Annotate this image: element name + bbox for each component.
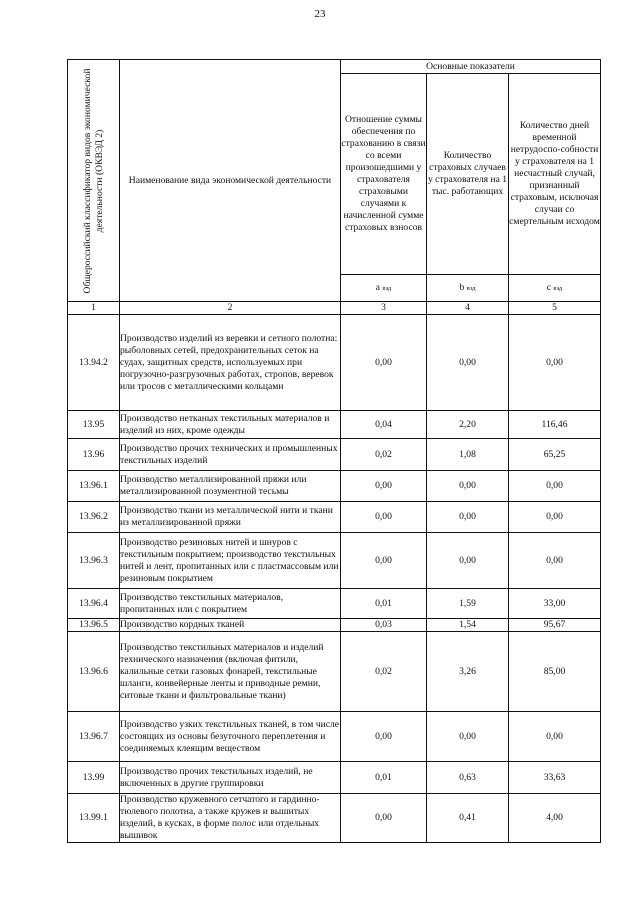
table-row [68,502,601,533]
value-c-cell: 0,00 [509,315,601,411]
value-c-cell: 65,25 [509,439,601,471]
value-a-cell: 0,02 [341,439,427,471]
value-c-cell: 116,46 [509,411,601,439]
table-row [68,439,601,471]
header-row-group [68,60,601,74]
table-row [68,471,601,502]
header-okved-cell [68,60,120,302]
table-row [68,632,601,712]
value-b-cell: 1,59 [427,589,509,619]
indicators-table [67,59,601,843]
value-a-cell: 0,01 [341,762,427,794]
okved-code-cell: 13.96.3 [68,533,120,589]
value-a-cell: 0,01 [341,589,427,619]
activity-name-cell: Производство прочих технических и промышленных текстильных изделий [120,439,341,471]
value-b-cell: 0,63 [427,762,509,794]
okved-code-cell: 13.96.4 [68,589,120,619]
table-row [68,619,601,632]
okved-code-cell: 13.96.1 [68,471,120,502]
activity-name-cell: Производство изделий из веревки и сетного полотна: рыболовных сетей, предохранительных сеток на судах, защитных средств, используемых при погрузочно-разгрузочных работах, стропов, веревок или тросов с металлическими кольцами [120,315,341,411]
activity-name-cell: Производство нетканых текстильных материалов и изделий из них, кроме одежды [120,411,341,439]
value-b-cell: 3,26 [427,632,509,712]
value-b-cell: 0,00 [427,712,509,762]
value-a-cell: 0,00 [341,502,427,533]
value-b-cell: 1,08 [427,439,509,471]
value-c-cell: 4,00 [509,794,601,843]
value-a-cell: 0,03 [341,619,427,632]
table-row [68,533,601,589]
value-b-cell: 0,41 [427,794,509,843]
table-row [68,712,601,762]
header-disability-days: Количество дней временной нетрудоспо-собности у страхователя на 1 несчастный случай, признанный страховым, исключая случаи со смертельным исходом [509,74,601,275]
value-c-cell: 33,63 [509,762,601,794]
symbol-a: a вэд [341,275,427,302]
header-okved: Общероссийский классификатор видов экономической деятельности (ОКВЭД 2) [81,68,105,293]
value-b-cell: 0,00 [427,533,509,589]
table-row [68,794,601,843]
activity-name-cell: Производство узких текстильных тканей, в том числе состоящих из основы безуточного переплетения и соединяемых клеящим веществом [120,712,341,762]
value-c-cell: 95,67 [509,619,601,632]
okved-code-cell: 13.99.1 [68,794,120,843]
value-c-cell: 0,00 [509,533,601,589]
value-a-cell: 0,00 [341,712,427,762]
value-b-cell: 0,00 [427,315,509,411]
symbol-c: c вэд [509,275,601,302]
value-b-cell: 2,20 [427,411,509,439]
okved-code-cell: 13.94.2 [68,315,120,411]
column-number: 4 [427,302,509,315]
value-c-cell: 0,00 [509,471,601,502]
value-c-cell: 0,00 [509,502,601,533]
activity-name-cell: Производство текстильных материалов и изделий технического назначения (включая фитили, калильные сетки газовых фонарей, текстильные шланги, конвейерные ленты и приводные ремни, ситовые ткани и фильтровальные ткани) [120,632,341,712]
okved-code-cell: 13.96.2 [68,502,120,533]
header-activity-name: Наименование вида экономической деятельности [120,60,341,302]
value-a-cell: 0,00 [341,533,427,589]
activity-name-cell: Производство резиновых нитей и шнуров с текстильным покрытием; производство текстильных нитей и лент, пропитанных или с пластмассовым или резиновым покрытием [120,533,341,589]
table-row [68,762,601,794]
column-number: 5 [509,302,601,315]
value-a-cell: 0,00 [341,794,427,843]
header-cases-count: Количество страховых случаев у страхователя на 1 тыс. работающих [427,74,509,275]
table-row [68,315,601,411]
column-number: 1 [68,302,120,315]
activity-name-cell: Производство текстильных материалов, пропитанных или с покрытием [120,589,341,619]
value-b-cell: 0,00 [427,471,509,502]
activity-name-cell: Производство металлизированной пряжи или металлизированной позументной тесьмы [120,471,341,502]
value-b-cell: 0,00 [427,502,509,533]
okved-code-cell: 13.96.6 [68,632,120,712]
header-main-indicators: Основные показатели [341,60,601,74]
activity-name-cell: Производство кружевного сетчатого и гардинно-тюлевого полотна, а также кружев и вышитых изделий, в кусках, в форме полос или отдельных вышивок [120,794,341,843]
okved-code-cell: 13.95 [68,411,120,439]
okved-code-cell: 13.96.5 [68,619,120,632]
okved-code-cell: 13.99 [68,762,120,794]
activity-name-cell: Производство кордных тканей [120,619,341,632]
value-a-cell: 0,04 [341,411,427,439]
header-ratio: Отношение суммы обеспечения по страхованию в связи со всеми произошедшими у страхователя страховыми случаями к начисленной сумме страховых взносов [341,74,427,275]
symbol-b: b вэд [427,275,509,302]
okved-code-cell: 13.96.7 [68,712,120,762]
value-a-cell: 0,00 [341,471,427,502]
column-number: 3 [341,302,427,315]
column-number: 2 [120,302,341,315]
column-numbers-row [68,302,601,315]
okved-code-cell: 13.96 [68,439,120,471]
activity-name-cell: Производство ткани из металлической нити и ткани из металлизированной пряжи [120,502,341,533]
value-c-cell: 33,00 [509,589,601,619]
value-c-cell: 85,00 [509,632,601,712]
table-row [68,589,601,619]
value-b-cell: 1,54 [427,619,509,632]
value-c-cell: 0,00 [509,712,601,762]
page-number: 23 [314,8,326,20]
table-row [68,411,601,439]
value-a-cell: 0,02 [341,632,427,712]
activity-name-cell: Производство прочих текстильных изделий, не включенных в другие группировки [120,762,341,794]
value-a-cell: 0,00 [341,315,427,411]
